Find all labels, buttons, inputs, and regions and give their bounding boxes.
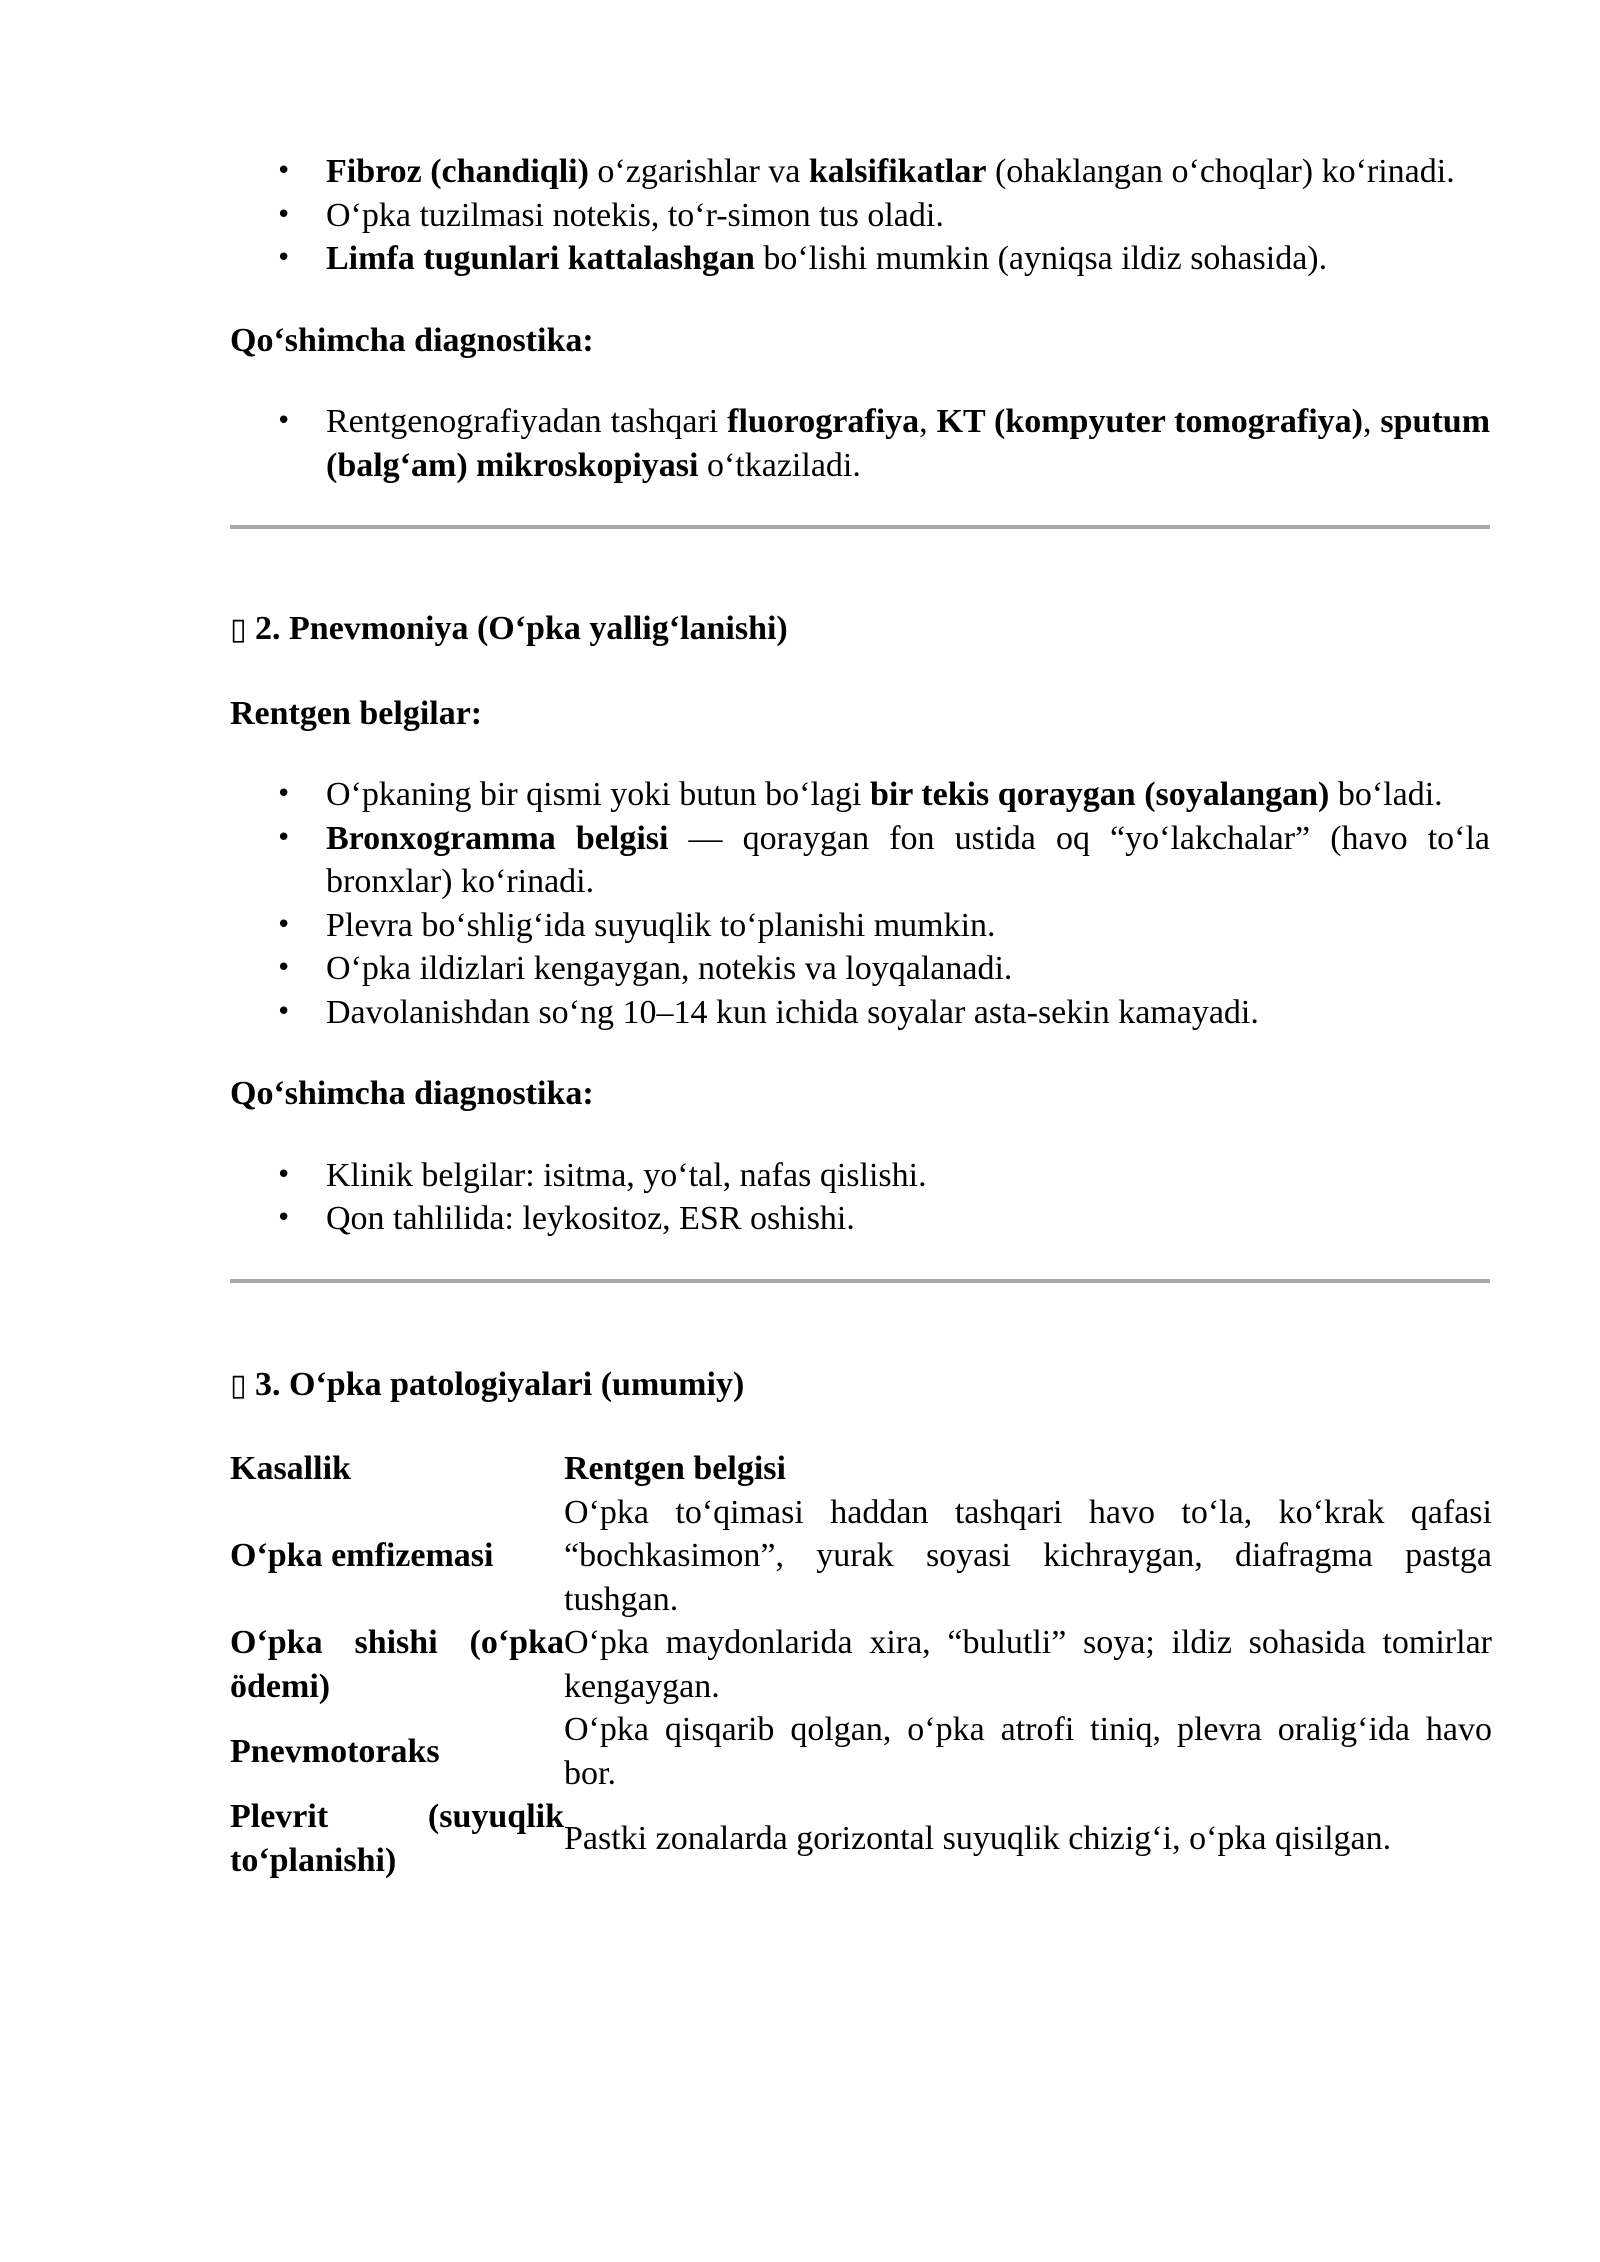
table-cell-sign: O‘pka to‘qimasi haddan tashqari havo to‘la, ko‘krak qafasi “bochkasimon”, yurak soyasi kichraygan, diafragma pastga tushgan. xyxy=(564,1493,1492,1618)
table-header-row xyxy=(230,1447,1492,1491)
intro-bullet-list xyxy=(230,150,1490,281)
section-2-title: ▯ 2. Pnevmoniya (O‘pka yallig‘lanishi) xyxy=(230,610,788,647)
placeholder-box-icon: ▯ xyxy=(230,612,247,647)
table-cell-disease: Plevrit (suyuqlik to‘planishi) xyxy=(230,1798,564,1879)
list-item: • Fibroz (chandiqli) o‘zgarishlar va kalsifikatlar (ohaklangan o‘choqlar) ko‘rinadi. xyxy=(230,150,1490,194)
list-item: • O‘pkaning bir qismi yoki butun bo‘lagi bir tekis qoraygan (soyalangan) bo‘ladi. xyxy=(230,773,1490,817)
list-item: • Davolanishdan so‘ng 10–14 kun ichida soyalar asta-sekin kamayadi. xyxy=(230,991,1490,1035)
table-cell-disease: O‘pka shishi (o‘pka ödemi) xyxy=(230,1624,564,1705)
table-row xyxy=(230,1491,1492,1622)
list-item: • O‘pka tuzilmasi notekis, to‘r-simon tus oladi. xyxy=(230,194,1490,238)
table-row xyxy=(230,1621,1492,1708)
xray-signs-heading: Rentgen belgilar: xyxy=(230,694,483,732)
xray-signs-list xyxy=(230,773,1490,1034)
table-cell-sign: Pastki zonalarda gorizontal suyuqlik chizig‘i, o‘pka qisilgan. xyxy=(564,1819,1392,1857)
extra-diagnostics-list xyxy=(230,400,1490,487)
list-item: • Rentgenografiyadan tashqari fluorografiya, KT (kompyuter tomografiya), sputum (balg‘am) mikroskopiyasi o‘tkaziladi. xyxy=(230,400,1490,487)
table-cell-sign: O‘pka qisqarib qolgan, o‘pka atrofi tiniq, plevra oralig‘ida havo bor. xyxy=(564,1711,1492,1792)
list-item: • Plevra bo‘shlig‘ida suyuqlik to‘planishi mumkin. xyxy=(230,904,1490,948)
list-item: • Qon tahlilida: leykositoz, ESR oshishi. xyxy=(230,1197,1490,1241)
section-divider xyxy=(230,1279,1490,1283)
table-row xyxy=(230,1795,1492,1882)
list-item: • Klinik belgilar: isitma, yo‘tal, nafas qislishi. xyxy=(230,1154,1490,1198)
pathology-table xyxy=(230,1447,1492,1882)
extra-diagnostics-heading: Qo‘shimcha diagnostika: xyxy=(230,1075,594,1112)
section-divider xyxy=(230,525,1490,529)
list-item: • O‘pka ildizlari kengaygan, notekis va loyqalanadi. xyxy=(230,947,1490,991)
table-cell-disease: O‘pka emfizemasi xyxy=(230,1537,494,1574)
placeholder-box-icon: ▯ xyxy=(230,1367,247,1403)
table-cell-disease: Pnevmotoraks xyxy=(230,1732,440,1770)
extra-diagnostics-heading: Qo‘shimcha diagnostika: xyxy=(230,321,594,359)
table-cell-sign: O‘pka maydonlarida xira, “bulutli” soya; ildiz sohasida tomirlar kengaygan. xyxy=(564,1624,1492,1705)
list-item: • Bronxogramma belgisi — qoraygan fon ustida oq “yo‘lakchalar” (havo to‘la bronxlar) ko‘rinadi. xyxy=(230,817,1490,904)
table-header-disease: Kasallik xyxy=(230,1450,351,1487)
document-content xyxy=(230,150,1490,1882)
section-3-title: ▯ 3. O‘pka patologiyalari (umumiy) xyxy=(230,1365,745,1403)
table-row xyxy=(230,1708,1492,1795)
list-item: • Limfa tugunlari kattalashgan bo‘lishi mumkin (ayniqsa ildiz sohasida). xyxy=(230,237,1490,281)
extra-diagnostics-list xyxy=(230,1154,1490,1241)
table-header-sign: Rentgen belgisi xyxy=(564,1450,786,1487)
